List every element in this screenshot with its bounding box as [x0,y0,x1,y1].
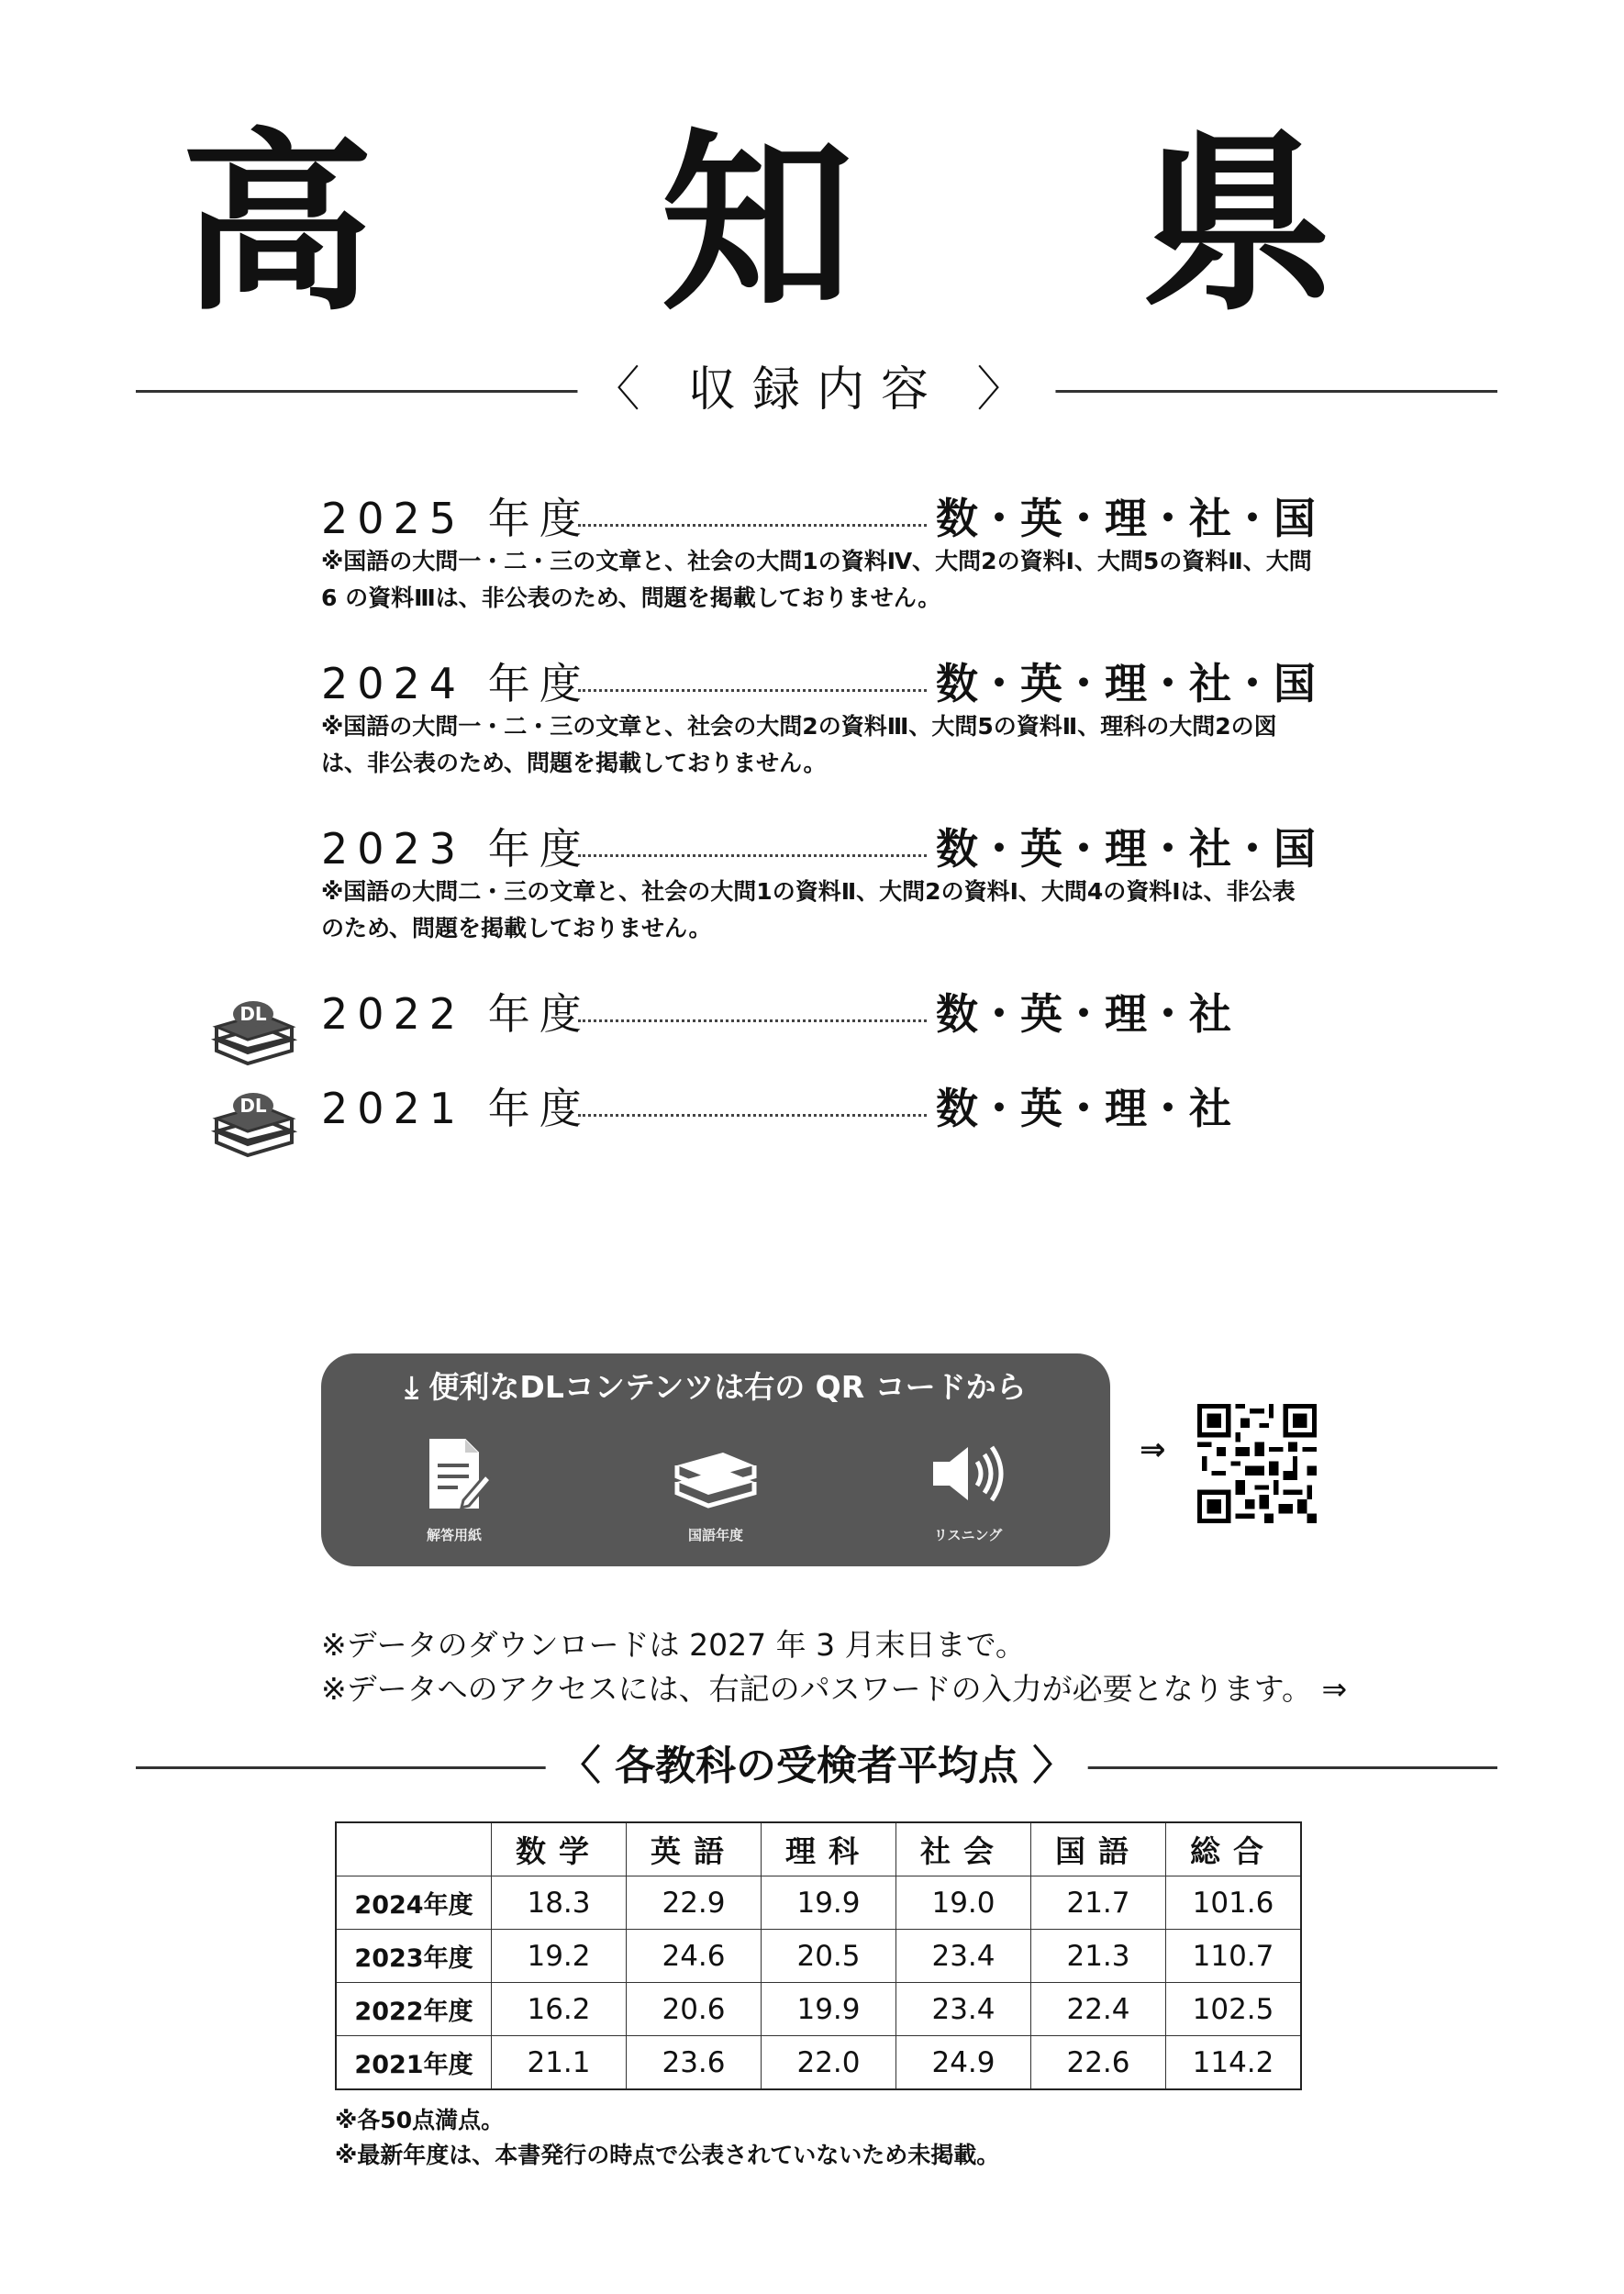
score-cell: 19.2 [492,1930,627,1983]
score-cell: 21.7 [1031,1876,1166,1930]
table-corner-cell [336,1822,492,1876]
year-row-2024 [321,656,1316,711]
score-cell: 22.4 [1031,1983,1166,2036]
row-year: 2021年度 [336,2036,492,2090]
dl-item-caption: 国語年度 [687,1527,743,1543]
score-cell: 18.3 [492,1876,627,1930]
subjects-list: 数・英・理・社 [936,989,1231,1039]
year-label: 2022 年度 [321,989,591,1039]
dl-books-icon [209,996,297,1069]
subjects-list: 数・英・理・社・国 [936,494,1316,543]
score-cell: 24.9 [896,2036,1031,2090]
year-note-2023: ※国語の大問二・三の文章と、社会の大問1の資料Ⅱ、大問2の資料Ⅰ、大問4の資料Ⅰは、非公表のため、問題を掲載しておりません。 [321,878,1296,941]
score-cell: 23.4 [896,1983,1031,2036]
table-row [336,2036,1301,2090]
dl-contents-panel [321,1353,1110,1566]
dl-item-caption: 解答用紙 [426,1527,482,1543]
score-cell: 102.5 [1166,1983,1302,2036]
year-label: 2024 年度 [321,659,591,708]
averages-heading [136,1739,1497,1794]
books-icon [672,1434,760,1513]
leader-dots [578,689,927,692]
qr-code[interactable] [1197,1404,1317,1523]
average-scores-table [335,1821,1302,2090]
subjects-list: 数・英・理・社 [936,1084,1231,1133]
averages-heading-label: 〈 各教科の受検者平均点 〉 [546,1739,1088,1794]
score-cell: 21.3 [1031,1930,1166,1983]
score-cell: 20.5 [762,1930,896,1983]
year-row-2023 [321,821,1316,876]
year-label: 2021 年度 [321,1084,591,1133]
download-period-notice: ※データのダウンロードは 2027 年 3 月末日まで。 [321,1627,1026,1663]
score-cell: 20.6 [627,1983,762,2036]
year-note-2024: ※国語の大問一・二・三の文章と、社会の大問2の資料Ⅲ、大問5の資料Ⅱ、理科の大問2の図は、非公表のため、問題を掲載しておりません。 [321,713,1277,776]
score-cell: 114.2 [1166,2036,1302,2090]
leader-dots [578,854,927,857]
row-year: 2023年度 [336,1930,492,1983]
table-note-latest-year: ※最新年度は、本書発行の時点で公表されていないため未掲載。 [335,2142,1000,2168]
table-row [336,1876,1301,1930]
row-year: 2022年度 [336,1983,492,2036]
score-cell: 110.7 [1166,1930,1302,1983]
year-row-2022 [321,986,1312,1041]
score-cell: 19.9 [762,1983,896,2036]
dl-item-answer-sheet[interactable] [399,1434,509,1544]
score-cell: 22.0 [762,2036,896,2090]
year-label: 2023 年度 [321,824,591,874]
score-cell: 16.2 [492,1983,627,2036]
svg-text:DL: DL [239,1003,267,1025]
speaker-icon [924,1434,1012,1513]
table-note-max-score: ※各50点満点。 [335,2107,505,2133]
year-label: 2025 年度 [321,494,591,543]
dl-books-icon [209,1087,297,1161]
header-english: 英語 [627,1822,762,1876]
year-note-2025: ※国語の大問一・二・三の文章と、社会の大問1の資料Ⅳ、大問2の資料Ⅰ、大問5の資料Ⅱ、大問 6 の資料Ⅲは、非公表のため、問題を掲載しておりません。 [321,548,1312,611]
score-cell: 22.9 [627,1876,762,1930]
score-cell: 19.0 [896,1876,1031,1930]
contents-heading-label: 〈 収録内容 〉 [577,362,1055,418]
year-row-2025 [321,491,1316,546]
score-cell: 101.6 [1166,1876,1302,1930]
header-math: 数学 [492,1822,627,1876]
leader-dots [578,1019,927,1022]
score-cell: 23.6 [627,2036,762,2090]
subjects-list: 数・英・理・社・国 [936,824,1316,874]
table-row [336,1930,1301,1983]
row-year: 2024年度 [336,1876,492,1930]
header-japanese: 国語 [1031,1822,1166,1876]
header-total: 総合 [1166,1822,1302,1876]
score-cell: 19.9 [762,1876,896,1930]
contents-heading [136,362,1497,418]
answer-sheet-icon [417,1434,491,1513]
header-science: 理科 [762,1822,896,1876]
score-cell: 22.6 [1031,2036,1166,2090]
year-row-2021 [321,1081,1312,1136]
score-cell: 24.6 [627,1930,762,1983]
dl-item-caption: リスニング [933,1527,1003,1543]
leader-dots [578,1114,927,1117]
dl-panel-heading: ⤓ 便利なDLコンテンツは右の QR コードから [405,1369,1027,1405]
header-social: 社会 [896,1822,1031,1876]
download-icon: ⤓ [405,1369,429,1405]
score-cell: 21.1 [492,2036,627,2090]
dl-item-books[interactable] [661,1434,771,1544]
dl-item-listening[interactable] [913,1434,1023,1544]
password-notice: ※データへのアクセスには、右記のパスワードの入力が必要となります。 ⇒ [321,1671,1348,1707]
table-row [336,1983,1301,2036]
subjects-list: 数・英・理・社・国 [936,659,1316,708]
leader-dots [578,524,927,527]
svg-text:DL: DL [239,1095,267,1117]
page-title: 高 知 県 [180,112,1444,337]
table-header-row [336,1822,1301,1876]
score-cell: 23.4 [896,1930,1031,1983]
qr-arrow: ⇒ [1140,1431,1166,1468]
